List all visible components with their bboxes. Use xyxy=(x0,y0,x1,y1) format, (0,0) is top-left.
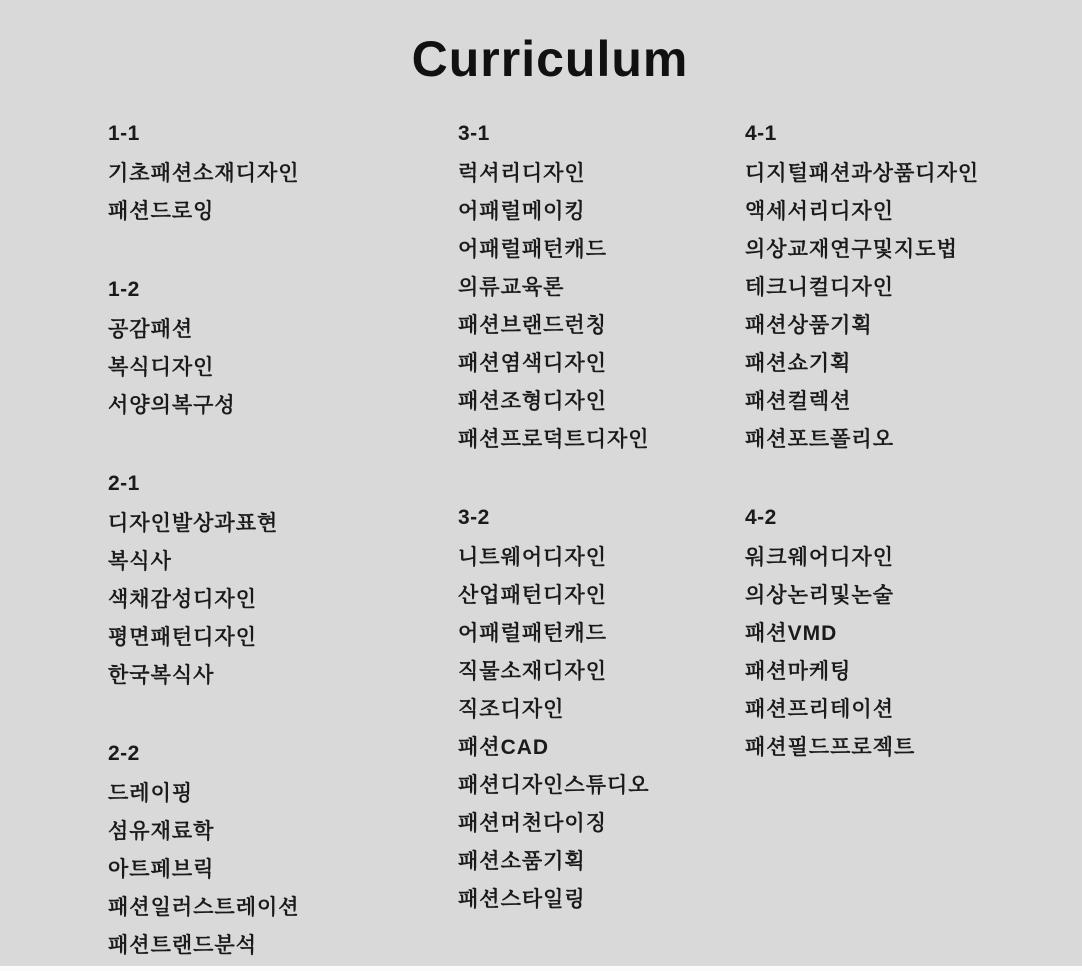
semester-header: 4-2 xyxy=(745,506,777,529)
semester-section-2-2 xyxy=(108,735,448,963)
course-item: 의류교육론 xyxy=(458,276,565,299)
course-item: 패션포트폴리오 xyxy=(745,428,895,451)
course-item: 산업패턴디자인 xyxy=(458,584,608,607)
course-item: 패션프리테이션 xyxy=(745,698,895,721)
semester-section-4-1 xyxy=(745,115,1075,457)
course-item: 패션머천다이징 xyxy=(458,812,608,835)
page-title: Curriculum xyxy=(411,31,689,87)
course-item: 패션필드프로젝트 xyxy=(745,736,916,759)
course-item: 패션컬렉션 xyxy=(745,390,852,413)
course-item: 패션드로잉 xyxy=(108,200,215,223)
semester-section-3-1 xyxy=(458,115,738,457)
course-item: 한국복식사 xyxy=(108,664,215,687)
course-item: 복식디자인 xyxy=(108,356,215,379)
curriculum-column-2 xyxy=(458,115,738,917)
semester-header: 2-1 xyxy=(108,472,140,495)
course-item: 어패럴패턴캐드 xyxy=(458,238,608,261)
course-item: 섬유재료학 xyxy=(108,820,215,843)
course-item: 디자인발상과표현 xyxy=(108,512,279,535)
course-item: 패션소품기획 xyxy=(458,850,586,873)
course-item: 복식사 xyxy=(108,550,172,573)
semester-section-4-2 xyxy=(745,499,1075,765)
bottom-strip xyxy=(0,966,1082,971)
semester-section-1-2 xyxy=(108,271,448,423)
semester-header: 3-1 xyxy=(458,122,490,145)
course-item: 아트페브릭 xyxy=(108,858,215,881)
course-item: 액세서리디자인 xyxy=(745,200,895,223)
course-item: 패션염색디자인 xyxy=(458,352,608,375)
course-item: 니트웨어디자인 xyxy=(458,546,608,569)
course-item: 의상논리및논술 xyxy=(745,584,895,607)
course-item: 직물소재디자인 xyxy=(458,660,608,683)
semester-section-1-1 xyxy=(108,115,448,229)
course-item: 럭셔리디자인 xyxy=(458,162,586,185)
semester-header: 1-2 xyxy=(108,278,140,301)
course-item: 패션CAD xyxy=(458,736,550,759)
course-item: 직조디자인 xyxy=(458,698,565,721)
semester-header: 1-1 xyxy=(108,122,140,145)
course-item: 어패럴패턴캐드 xyxy=(458,622,608,645)
course-item: 색채감성디자인 xyxy=(108,588,258,611)
course-item: 패션쇼기획 xyxy=(745,352,852,375)
course-item: 평면패턴디자인 xyxy=(108,626,258,649)
course-item: 어패럴메이킹 xyxy=(458,200,586,223)
course-item: 패션스타일링 xyxy=(458,888,586,911)
course-item: 패션프로덕트디자인 xyxy=(458,428,650,451)
course-item: 패션마케팅 xyxy=(745,660,852,683)
semester-section-3-2 xyxy=(458,499,738,917)
course-item: 기초패션소재디자인 xyxy=(108,162,300,185)
semester-header: 3-2 xyxy=(458,506,490,529)
course-item: 의상교재연구및지도법 xyxy=(745,238,958,261)
course-item: 패션디자인스튜디오 xyxy=(458,774,650,797)
course-item: 드레이핑 xyxy=(108,782,194,805)
course-item: 테크니컬디자인 xyxy=(745,276,895,299)
course-item: 패션상품기획 xyxy=(745,314,873,337)
semester-header: 2-2 xyxy=(108,742,140,765)
course-item: 공감패션 xyxy=(108,318,194,341)
semester-section-2-1 xyxy=(108,465,448,693)
curriculum-column-1 xyxy=(108,115,448,963)
course-item: 서양의복구성 xyxy=(108,394,236,417)
course-item: 패션일러스트레이션 xyxy=(108,896,300,919)
course-item: 패션VMD xyxy=(745,622,838,645)
curriculum-column-3 xyxy=(745,115,1075,765)
course-item: 패션트랜드분석 xyxy=(108,934,258,957)
course-item: 디지털패션과상품디자인 xyxy=(745,162,980,185)
course-item: 패션브랜드런칭 xyxy=(458,314,608,337)
semester-header: 4-1 xyxy=(745,122,777,145)
course-item: 워크웨어디자인 xyxy=(745,546,895,569)
course-item: 패션조형디자인 xyxy=(458,390,608,413)
